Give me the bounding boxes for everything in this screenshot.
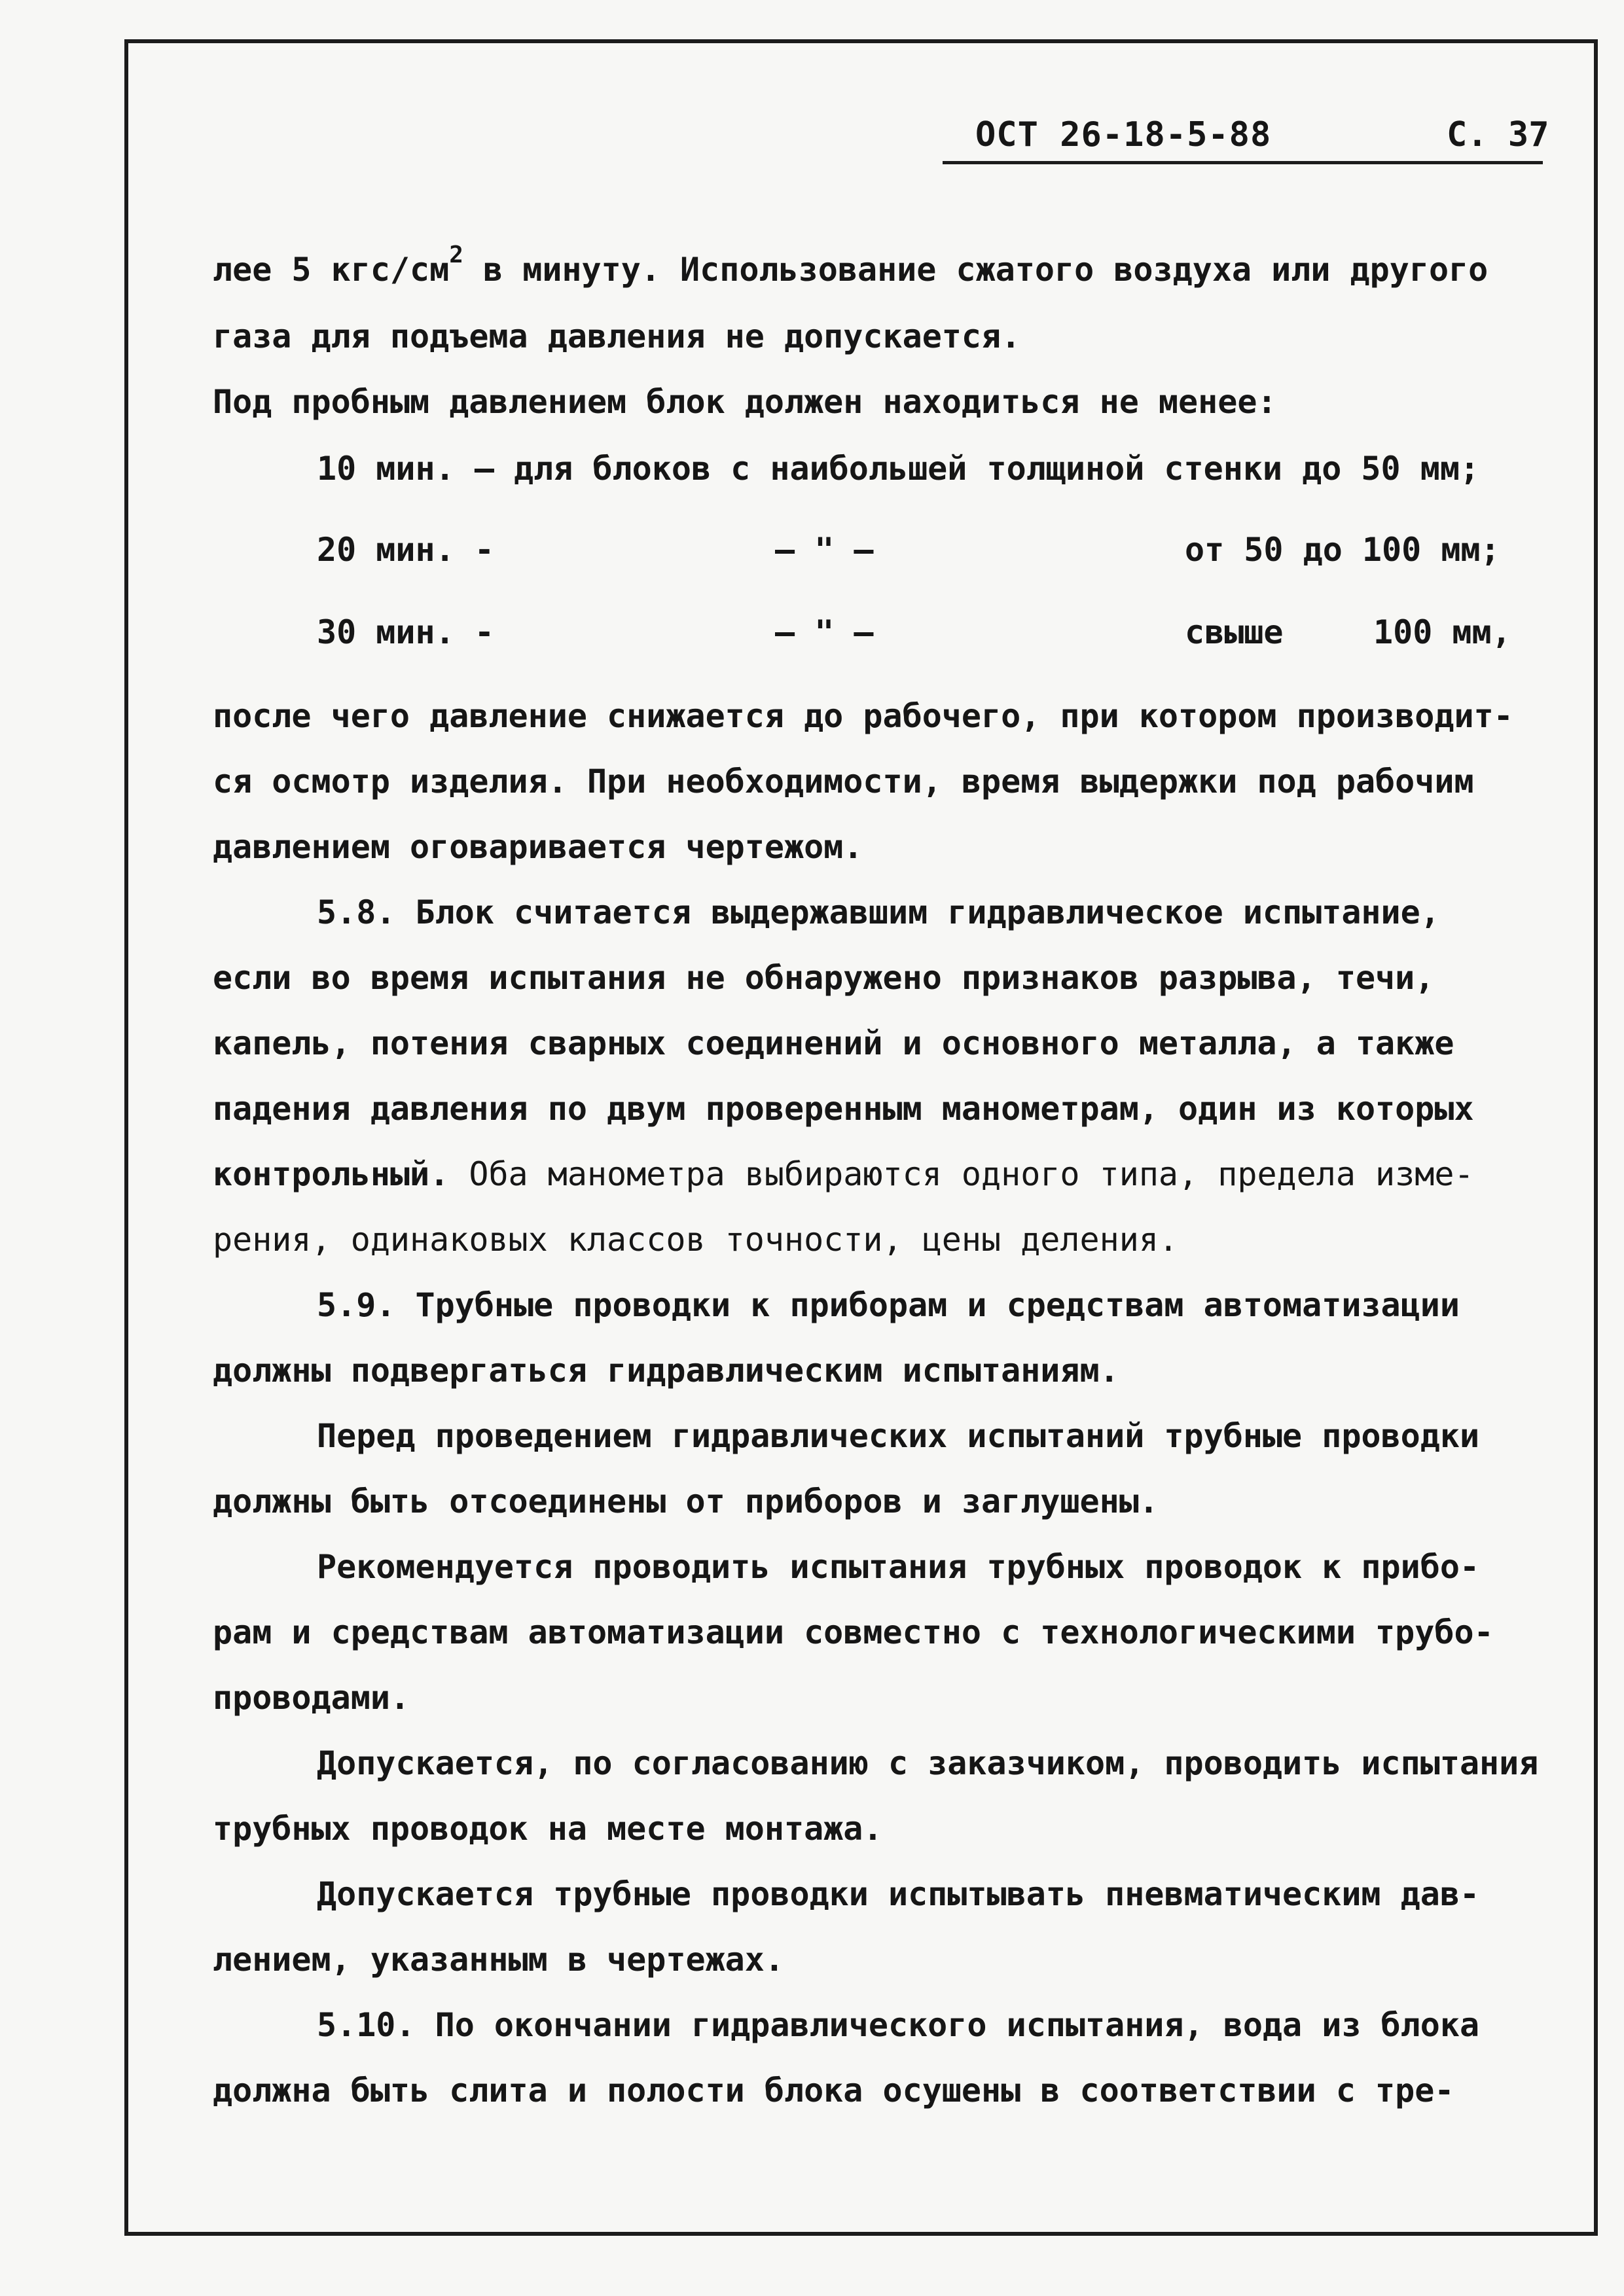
text-line: должны подвергаться гидравлическим испытаниям.: [213, 1352, 1119, 1390]
text-line: проводами.: [213, 1679, 410, 1717]
text-line: если во время испытания не обнаружено признаков разрыва, течи,: [213, 959, 1435, 997]
text-fragment: лее 5 кгс/см: [213, 251, 450, 289]
text-line: капель, потения сварных соединений и основного металла, а также: [213, 1024, 1454, 1062]
header-underline: [943, 161, 1543, 164]
text-line: рения, одинаковых классов точности, цены деления.: [213, 1221, 1179, 1259]
text-line: Под пробным давлением блок должен находиться не менее:: [213, 383, 1277, 421]
value-cell: 100 мм,: [1373, 613, 1511, 651]
document-number: ОСТ 26-18-5-88: [975, 115, 1272, 154]
paragraph-start-5-10: 5.10. По окончании гидравлического испытания, вода из блока: [317, 2006, 1480, 2044]
duration-cell: 20 мин. -: [317, 531, 494, 569]
range-cell: от 50 до 100 мм;: [1185, 531, 1500, 569]
range-cell: свыше: [1185, 613, 1284, 651]
text-line: [213, 1151, 1474, 1198]
page-number: С. 37: [1447, 115, 1549, 154]
text-line: трубных проводок на месте монтажа.: [213, 1810, 883, 1848]
list-line: 10 мин. – для блоков с наибольшей толщиной стенки до 50 мм;: [317, 450, 1480, 488]
paragraph-start: Допускается, по согласованию с заказчиком, проводить испытания: [317, 1744, 1539, 1782]
paragraph-start: Рекомендуется проводить испытания трубных проводок к прибо-: [317, 1548, 1480, 1586]
text-line: падения давления по двум проверенным манометрам, один из которых: [213, 1090, 1474, 1128]
text-line: давлением оговаривается чертежом.: [213, 828, 863, 866]
duration-cell: 30 мин. -: [317, 613, 494, 651]
text-line: ся осмотр изделия. При необходимости, время выдержки под рабочим: [213, 762, 1474, 800]
text-line: после чего давление снижается до рабочего, при котором производит-: [213, 697, 1513, 735]
text-line: рам и средствам автоматизации совместно с технологическими трубо-: [213, 1613, 1494, 1651]
superscript: 2: [449, 242, 463, 268]
paragraph-start: Допускается трубные проводки испытывать пневматическим дав-: [317, 1875, 1480, 1913]
ditto-cell: – " –: [775, 613, 874, 651]
text-fragment: в минуту. Использование сжатого воздуха или другого: [463, 251, 1489, 289]
paragraph-start-5-8: 5.8. Блок считается выдержавшим гидравлическое испытание,: [317, 893, 1440, 931]
text-line: лением, указанным в чертежах.: [213, 1941, 784, 1979]
text-fragment: контрольный.: [213, 1155, 450, 1193]
text-line: газа для подъема давления не допускается.: [213, 317, 1021, 355]
text-line: [213, 242, 1489, 293]
text-line: должны быть отсоединены от приборов и заглушены.: [213, 1482, 1159, 1520]
ditto-cell: – " –: [775, 531, 874, 569]
paragraph-start: Перед проведением гидравлических испытаний трубные проводки: [317, 1417, 1480, 1455]
paragraph-start-5-9: 5.9. Трубные проводки к приборам и средствам автоматизации: [317, 1286, 1460, 1324]
text-fragment: Оба манометра выбираются одного типа, предела изме-: [449, 1155, 1474, 1193]
text-line: должна быть слита и полости блока осушены в соответствии с тре-: [213, 2072, 1454, 2109]
